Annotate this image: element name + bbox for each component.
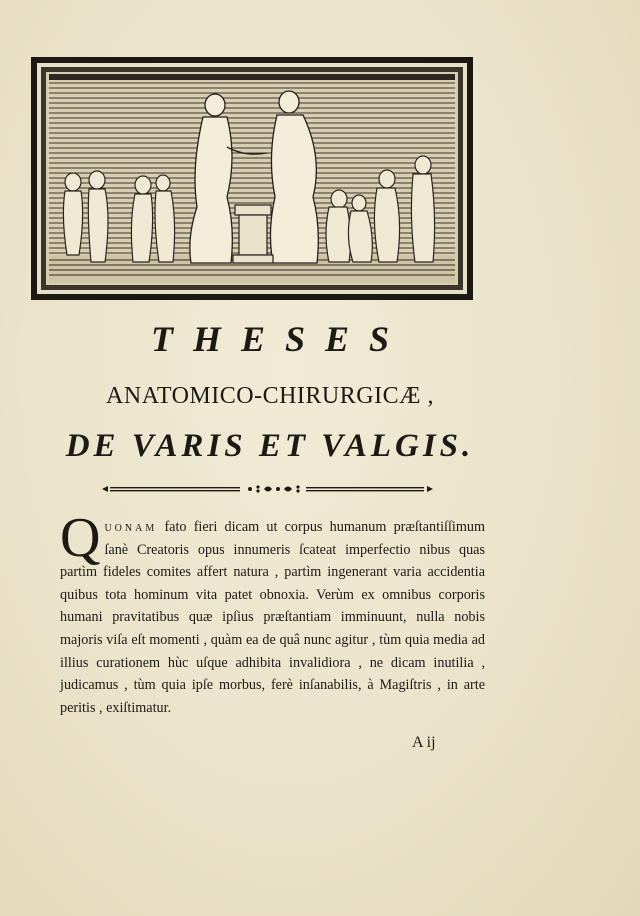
- signature-mark: A ij: [412, 734, 436, 751]
- first-word: uonam: [104, 519, 158, 535]
- title-subject: ANATOMICO-CHIRURGICÆ ,: [106, 383, 434, 409]
- engraved-vignette: [31, 57, 473, 300]
- main-paragraph: [60, 507, 485, 719]
- paragraph-text: fato fieri dicam ut corpus humanum præſtantiſſimum ſanè Creatoris opus innumeris ſcateat imperfectio nibus quas partìm fideles comites affert natura , partìm ingenerant varia accidentia quibus tota hominum vita patet obnoxia. Verùm ex omnibus corporis humani pravitatibus quæ ipſius præſtantiam imminuunt, nulla nobis majoris viſa eſt momenti , quàm ea de quâ nunc agitur , tùm quia media ad illius curationem hùc uſque adhibita invalidiora , ne dicam inutilia , judicamus , tùm quia ipſe morbus, ferè inſanabilis, à Magiſtris , in arte peritis , exiſtimatur.: [60, 519, 485, 716]
- title-theses: THESES: [150, 319, 410, 359]
- ornamental-rule: [100, 482, 435, 496]
- title-topic: DE VARIS ET VALGIS.: [65, 428, 475, 464]
- drop-capital: Q: [60, 507, 101, 569]
